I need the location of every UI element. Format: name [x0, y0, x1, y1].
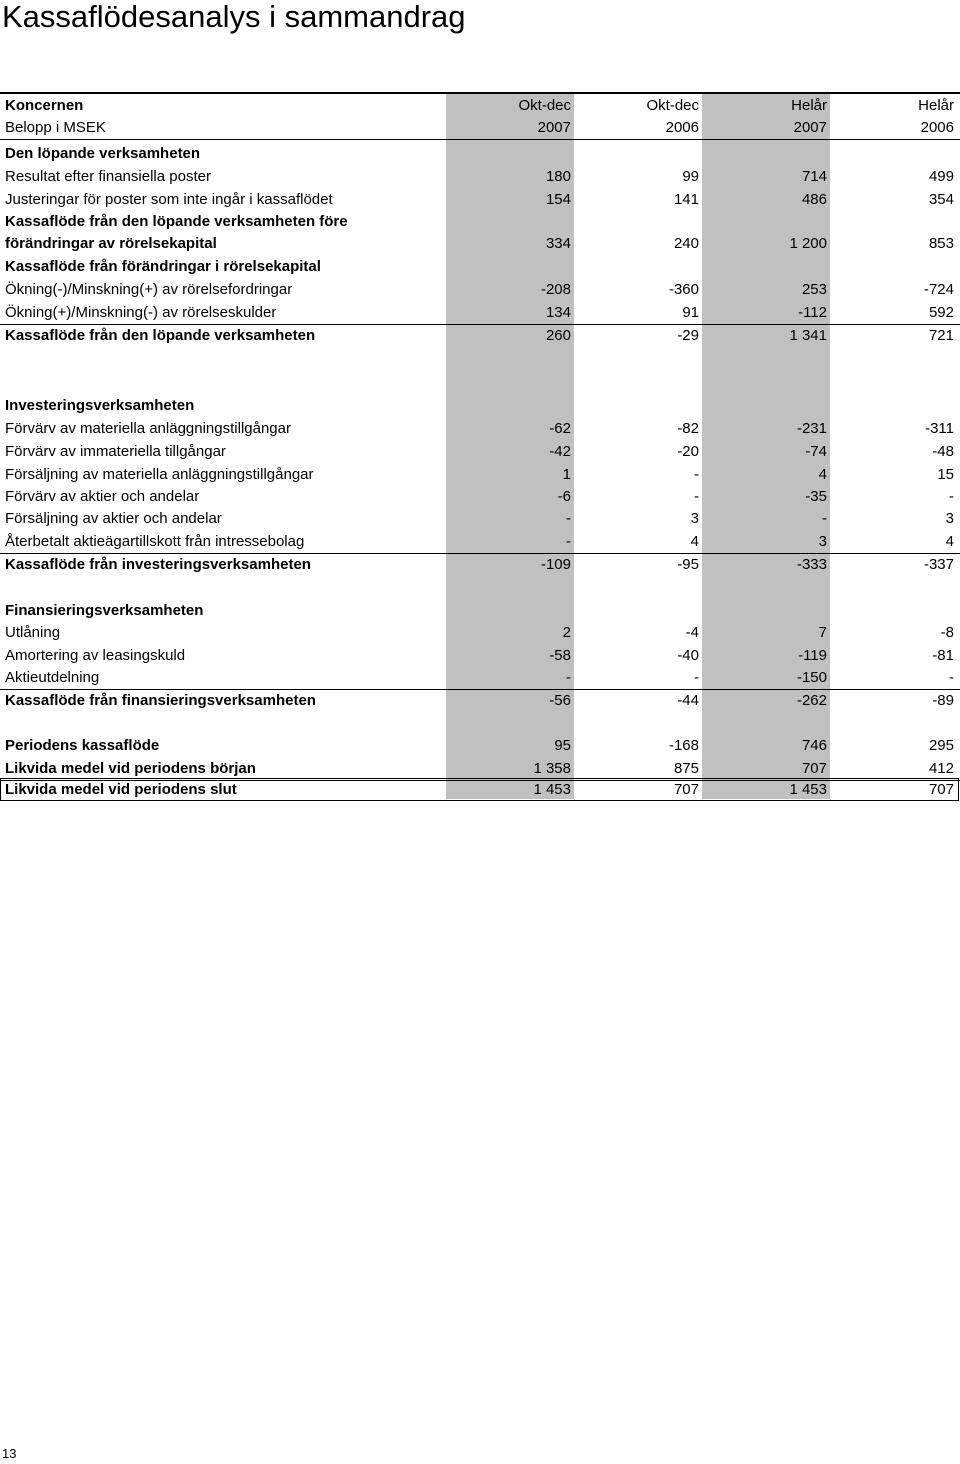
column-period: Okt-dec	[518, 97, 571, 114]
table-row	[0, 279, 960, 301]
row-value: -	[566, 533, 571, 550]
row-value: -	[566, 669, 571, 686]
row-value: 91	[682, 304, 699, 321]
row-value: 141	[673, 191, 699, 208]
row-value: 2	[562, 624, 571, 641]
table-row	[0, 622, 960, 644]
row-label: Förvärv av aktier och andelar	[5, 488, 200, 505]
column-year: 2007	[537, 119, 571, 136]
row-value: 134	[545, 304, 571, 321]
row-label: Amortering av leasingskuld	[5, 647, 186, 664]
table-row	[0, 418, 960, 440]
row-value: 240	[673, 235, 699, 252]
table-row	[0, 464, 960, 486]
table-row	[0, 325, 960, 347]
table-row	[0, 211, 960, 233]
row-value: 499	[928, 168, 954, 185]
row-value: 354	[928, 191, 954, 208]
column-year: 2007	[793, 119, 827, 136]
row-label: Försäljning av materiella anläggningstillgångar	[5, 466, 314, 483]
row-value: -	[694, 488, 699, 505]
row-value: 707	[673, 781, 699, 798]
row-value: -333	[796, 556, 827, 573]
row-value: 4	[690, 533, 699, 550]
row-value: -208	[540, 281, 571, 298]
row-value: -40	[677, 647, 699, 664]
table-row	[0, 600, 960, 622]
row-value: -82	[677, 420, 699, 437]
row-label: Kassaflöde från investeringsverksamheten	[5, 556, 311, 573]
row-value: 154	[545, 191, 571, 208]
row-value: -262	[796, 692, 827, 709]
row-value: 3	[818, 533, 827, 550]
column-year: 2006	[920, 119, 954, 136]
column-period: Helår	[918, 97, 954, 114]
row-label: Periodens kassaflöde	[5, 737, 160, 754]
row-label: Ökning(+)/Minskning(-) av rörelseskulder	[5, 304, 277, 321]
row-value: 15	[937, 466, 954, 483]
row-value: -6	[557, 488, 571, 505]
row-value: -	[566, 510, 571, 527]
row-label: Investeringsverksamheten	[5, 397, 195, 414]
row-value: 99	[682, 168, 699, 185]
closing-row-box	[0, 778, 959, 801]
row-label: Återbetalt aktieägartillskott från intressebolag	[5, 533, 305, 550]
table-row	[0, 143, 960, 165]
table-row	[0, 554, 960, 576]
row-label: Kassaflöde från den löpande verksamheten	[5, 327, 316, 344]
row-label: Utlåning	[5, 624, 61, 641]
table-row	[0, 233, 960, 255]
row-value: 295	[928, 737, 954, 754]
row-value: 334	[545, 235, 571, 252]
table-row	[0, 508, 960, 530]
table-row	[0, 395, 960, 417]
table-row	[0, 302, 960, 325]
row-value: 1 453	[789, 781, 827, 798]
row-value: -112	[798, 304, 827, 321]
row-value: -	[822, 510, 827, 527]
row-value: -150	[796, 669, 827, 686]
row-value: -95	[677, 556, 699, 573]
row-value: -168	[668, 737, 699, 754]
row-value: -42	[549, 443, 571, 460]
row-value: 4	[818, 466, 827, 483]
row-label: Ökning(-)/Minskning(+) av rörelsefordringar	[5, 281, 293, 298]
column-period: Helår	[791, 97, 827, 114]
row-label: Finansieringsverksamheten	[5, 602, 204, 619]
row-label: Resultat efter finansiella poster	[5, 168, 211, 185]
row-value: -56	[549, 692, 571, 709]
row-value: -724	[923, 281, 954, 298]
row-value: -	[949, 669, 954, 686]
table-row	[0, 166, 960, 188]
row-value: 707	[928, 781, 954, 798]
row-label: Likvida medel vid periodens slut	[5, 781, 237, 798]
row-value: -48	[932, 443, 954, 460]
row-value: -	[949, 488, 954, 505]
header-row-year	[0, 117, 960, 140]
row-value: 7	[818, 624, 827, 641]
row-label: Likvida medel vid periodens början	[5, 760, 256, 777]
row-value: 592	[928, 304, 954, 321]
row-value: 486	[801, 191, 827, 208]
entity-label: Koncernen	[5, 97, 84, 114]
row-value: 260	[545, 327, 571, 344]
row-value: -	[694, 466, 699, 483]
row-value: -58	[549, 647, 571, 664]
table-row	[0, 256, 960, 278]
row-label: Kassaflöde från förändringar i rörelsekapital	[5, 258, 321, 275]
row-value: -62	[549, 420, 571, 437]
row-value: -337	[923, 556, 954, 573]
table-row	[0, 645, 960, 667]
row-value: -8	[940, 624, 954, 641]
row-value: 1 358	[533, 760, 571, 777]
row-value: 707	[801, 760, 827, 777]
row-value: -231	[796, 420, 827, 437]
row-value: 1	[562, 466, 571, 483]
row-value: -4	[685, 624, 699, 641]
table-row	[0, 735, 960, 757]
row-label: förändringar av rörelsekapital	[5, 235, 217, 252]
page-title: Kassaflödesanalys i sammandrag	[2, 0, 466, 34]
row-value: -81	[932, 647, 954, 664]
row-value: -119	[798, 647, 827, 664]
row-value: -74	[805, 443, 827, 460]
table-row	[0, 667, 960, 690]
table-row	[0, 690, 960, 712]
row-value: 3	[945, 510, 954, 527]
row-value: 180	[545, 168, 571, 185]
row-value: 853	[928, 235, 954, 252]
row-value: -44	[677, 692, 699, 709]
row-label: Förvärv av immateriella tillgångar	[5, 443, 226, 460]
column-year: 2006	[665, 119, 699, 136]
row-value: 3	[690, 510, 699, 527]
row-label: Förvärv av materiella anläggningstillgångar	[5, 420, 291, 437]
row-value: -360	[668, 281, 699, 298]
row-value: 714	[801, 168, 827, 185]
row-value: 1 453	[533, 781, 571, 798]
row-value: 875	[673, 760, 699, 777]
page-number: 13	[2, 1446, 17, 1461]
row-value: -29	[677, 327, 699, 344]
row-value: 253	[801, 281, 827, 298]
table-row	[0, 441, 960, 463]
row-value: -311	[925, 420, 954, 437]
row-label: Försäljning av aktier och andelar	[5, 510, 222, 527]
row-value: 95	[554, 737, 571, 754]
row-label: Kassaflöde från finansieringsverksamheten	[5, 692, 316, 709]
row-label: Den löpande verksamheten	[5, 145, 201, 162]
unit-label: Belopp i MSEK	[5, 119, 106, 136]
row-value: 1 200	[789, 235, 827, 252]
row-value: -20	[677, 443, 699, 460]
row-value: 721	[928, 327, 954, 344]
table-row	[0, 486, 960, 508]
row-value: -	[694, 669, 699, 686]
row-label: Kassaflöde från den löpande verksamheten före	[5, 213, 348, 230]
table-row	[0, 189, 960, 211]
row-value: 4	[945, 533, 954, 550]
row-value: 1 341	[789, 327, 827, 344]
row-value: -89	[932, 692, 954, 709]
row-value: 746	[801, 737, 827, 754]
column-period: Okt-dec	[646, 97, 699, 114]
row-label: Justeringar för poster som inte ingår i kassaflödet	[5, 191, 333, 208]
row-value: -109	[540, 556, 571, 573]
row-value: 412	[928, 760, 954, 777]
row-label: Aktieutdelning	[5, 669, 100, 686]
table-row	[0, 531, 960, 554]
row-value: -35	[805, 488, 827, 505]
header-row-period	[0, 95, 960, 117]
